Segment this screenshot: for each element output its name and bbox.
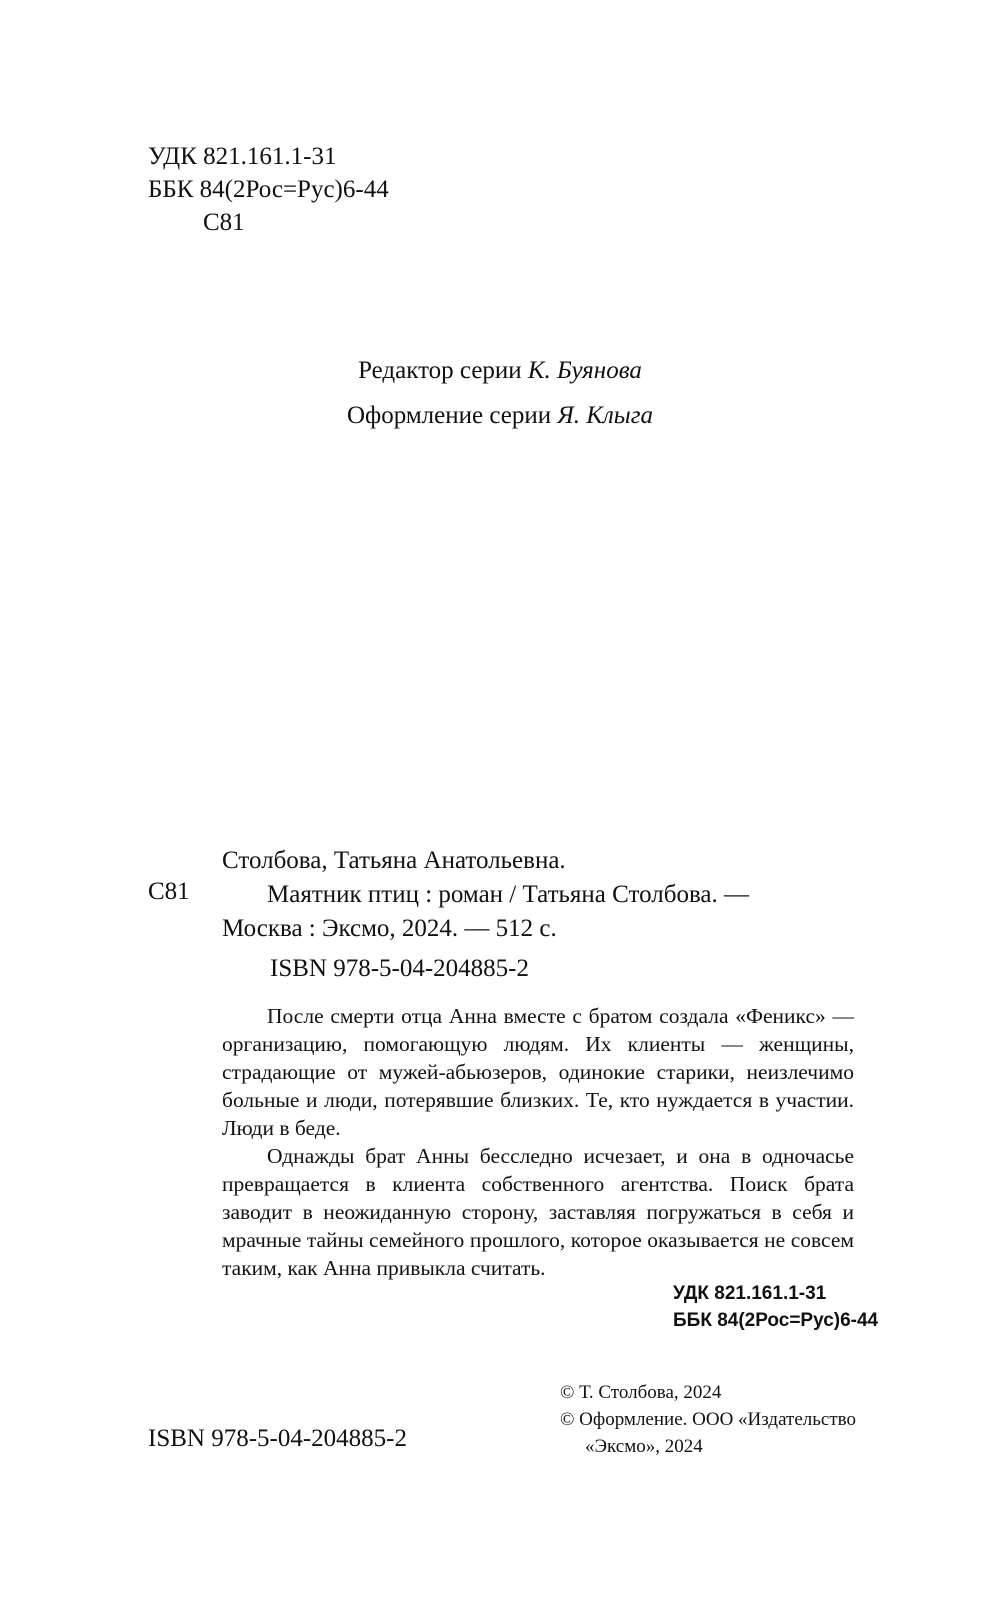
series-design-label: Оформление серии [346, 402, 552, 429]
bibliographic-author-mark: С81 [148, 878, 190, 905]
publication-statement: Москва : Эксмо, 2024. — 512 с. [222, 915, 557, 942]
title-statement: Маятник птиц : роман / Татьяна Столбова. — [267, 881, 750, 908]
series-editor-label: Редактор серии [358, 357, 522, 384]
udk-code-bold: УДК 821.161.1-31 [673, 1283, 827, 1304]
series-editor-credit [0, 357, 1000, 385]
isbn-record: ISBN 978-5-04-204885-2 [270, 955, 530, 982]
author-mark: С81 [203, 209, 245, 236]
copyright-block [560, 1379, 856, 1460]
classification-codes [673, 1280, 878, 1334]
author-heading: Столбова, Татьяна Анатольевна. [222, 847, 566, 874]
copyright-author: © Т. Столбова, 2024 [560, 1382, 722, 1403]
bbk-code: ББК 84(2Рос=Рус)6-44 [148, 176, 389, 203]
series-editor-name: К. Буянова [527, 357, 642, 384]
top-classification-codes [148, 140, 389, 239]
annotation [222, 1002, 854, 1282]
annotation-paragraph: После смерти отца Анна вместе с братом создала «Феникс» — организацию, помогающую людям. Их клиенты — женщины, страдающие от мужей-абьюзеров, одинокие старики, неизлечимо больные и люди, потерявшие близких. Те, кто нуждается в участии. Люди в беде. [222, 1004, 854, 1140]
series-design-credit [0, 402, 1000, 430]
isbn-footer: ISBN 978-5-04-204885-2 [148, 1425, 408, 1452]
bbk-code-bold: ББК 84(2Рос=Рус)6-44 [673, 1310, 879, 1331]
copyright-design-continued: «Эксмо», 2024 [585, 1436, 703, 1457]
udk-code: УДК 821.161.1-31 [148, 143, 337, 170]
series-design-name: Я. Клыга [557, 402, 653, 429]
copyright-design: © Оформление. ООО «Издательство [560, 1409, 857, 1430]
annotation-paragraph: Однажды брат Анны бесследно исчезает, и она в одночасье превращается в клиента собственного агентства. Поиск брата заводит в неожиданную сторону, заставляя погружаться в себя и мрачные тайны семейного прошлого, которое оказывается не совсем таким, как Анна привыкла считать. [222, 1144, 854, 1280]
bibliographic-record [222, 844, 862, 946]
